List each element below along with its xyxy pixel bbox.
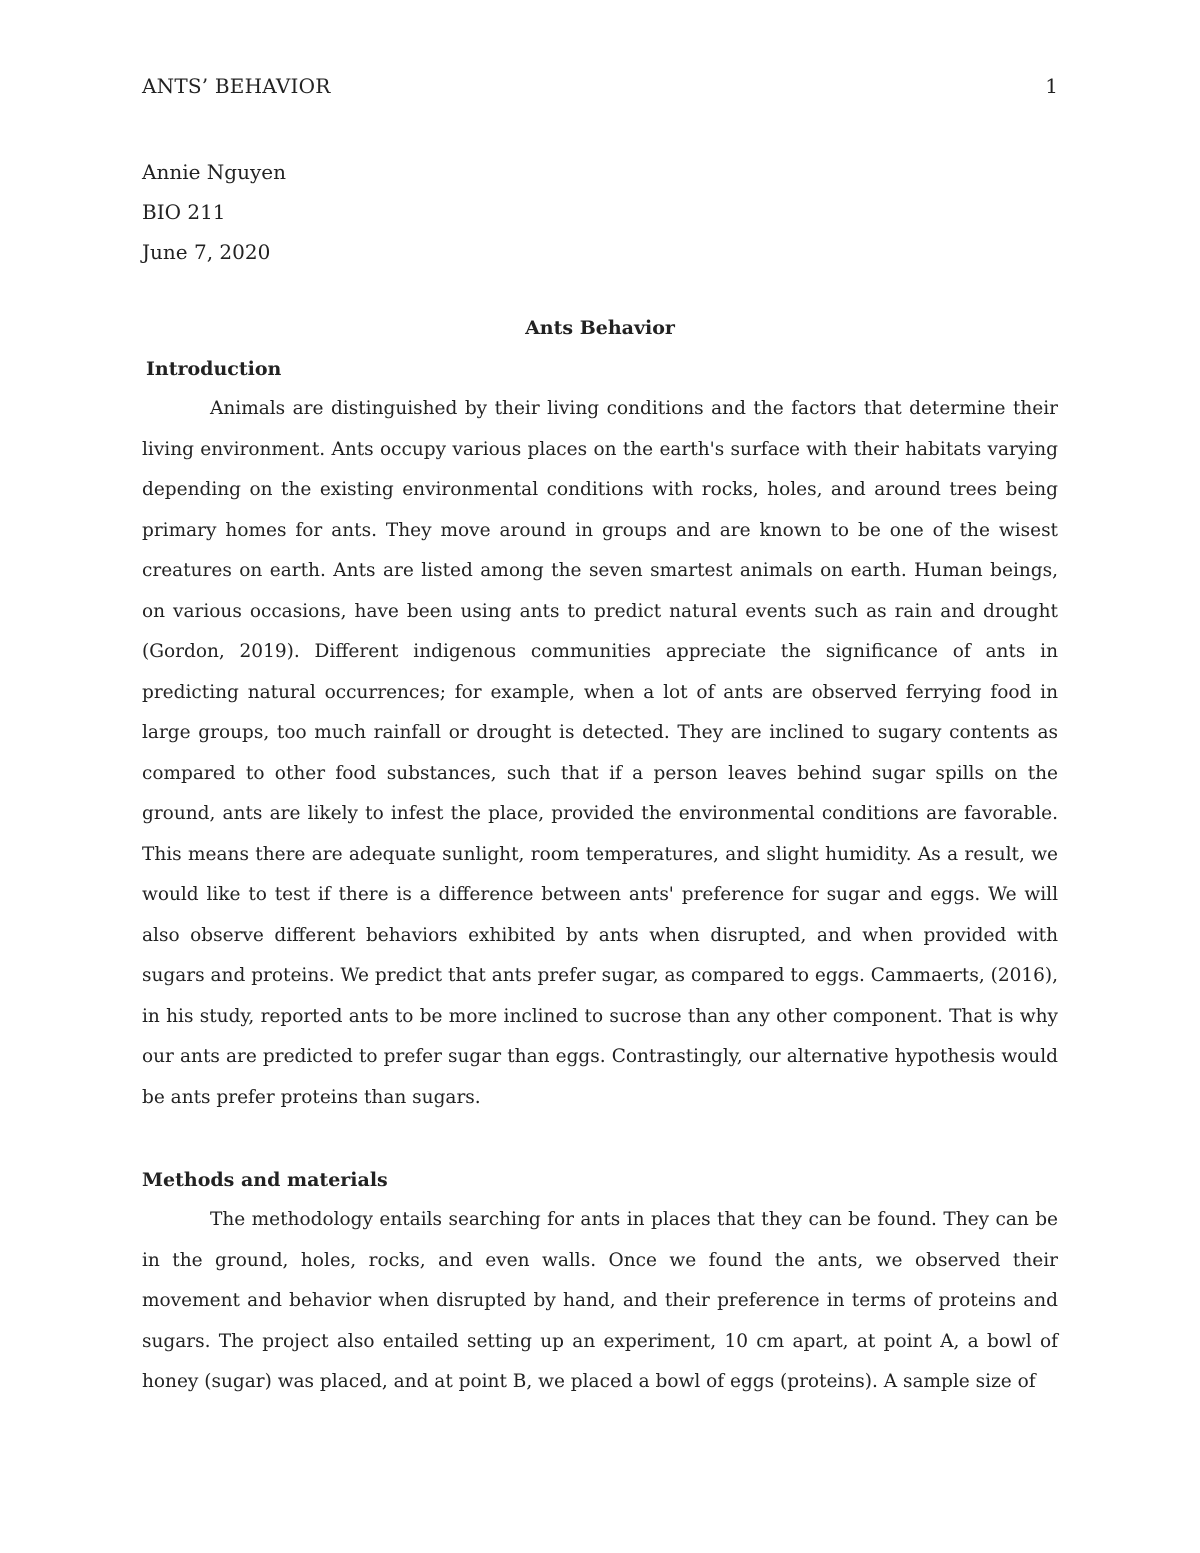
- introduction-heading: Introduction: [146, 358, 282, 380]
- page-number: 1: [1045, 74, 1058, 98]
- author-info-block: [142, 152, 286, 272]
- document-date: June 7, 2020: [142, 240, 271, 264]
- methods-heading: Methods and materials: [142, 1169, 388, 1191]
- author-name: Annie Nguyen: [142, 160, 286, 184]
- course-code: BIO 211: [142, 200, 226, 224]
- introduction-paragraph: Animals are distinguished by their living conditions and the factors that determine their living environment. Ants occupy various places on the earth's surface with their habitats varying depending on the existing environmental conditions with rocks, holes, and around trees being primary homes for ants. They move around in groups and are known to be one of the wisest creatures on earth. Ants are listed among the seven smartest animals on earth. Human beings, on various occasions, have been using ants to predict natural events such as rain and drought (Gordon, 2019). Different indigenous communities appreciate the significance of ants in predicting natural occurrences; for example, when a lot of ants are observed ferrying food in large groups, too much rainfall or drought is detected. They are inclined to sugary contents as compared to other food substances, such that if a person leaves behind sugar spills on the ground, ants are likely to infest the place, provided the environmental conditions are favorable. This means there are adequate sunlight, room temperatures, and slight humidity. As a result, we would like to test if there is a difference between ants' preference for sugar and eggs. We will also observe different behaviors exhibited by ants when disrupted, and when provided with sugars and proteins. We predict that ants prefer sugar, as compared to eggs. Cammaerts, (2016), in his study, reported ants to be more inclined to sucrose than any other component. That is why our ants are predicted to prefer sugar than eggs. Contrastingly, our alternative hypothesis would be ants prefer proteins than sugars.: [142, 398, 1058, 1108]
- document-title: Ants Behavior: [525, 317, 675, 339]
- methods-paragraph: The methodology entails searching for ants in places that they can be found. They can be in the ground, holes, rocks, and even walls. Once we found the ants, we observed their movement and behavior when disrupted by hand, and their preference in terms of proteins and sugars. The project also entailed setting up an experiment, 10 cm apart, at point A, a bowl of honey (sugar) was placed, and at point B, we placed a bowl of eggs (proteins). A sample size of: [142, 1209, 1058, 1392]
- running-head: ANTS’ BEHAVIOR: [142, 74, 331, 98]
